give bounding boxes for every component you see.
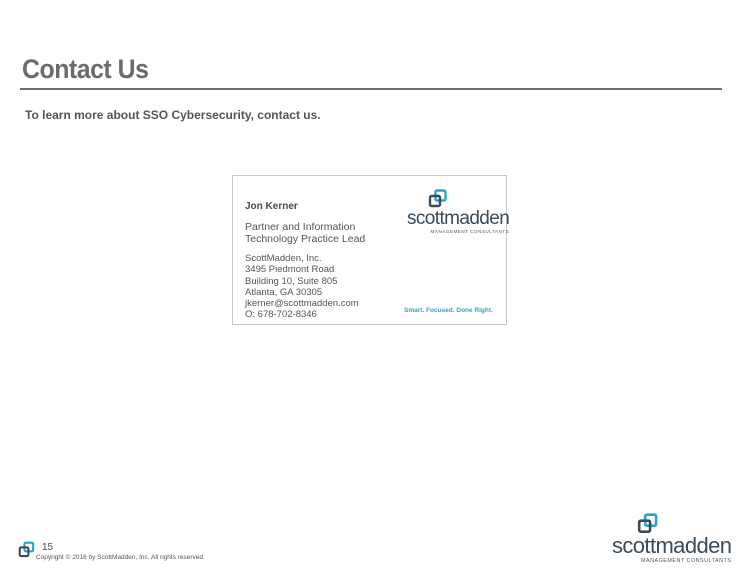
footer-logo-wordmark: scottmadden xyxy=(612,533,732,558)
contact-phone: O: 678-702-8346 xyxy=(245,309,317,321)
street-address: 3495 Piedmont Road xyxy=(245,264,335,276)
role-line-1: Partner and Information xyxy=(245,221,356,233)
contact-email[interactable]: jkerner@scottmadden.com xyxy=(245,298,359,310)
building-suite: Building 10, Suite 805 xyxy=(245,275,338,287)
business-card xyxy=(232,175,510,325)
card-tagline: Smart. Focused. Done Right. xyxy=(404,307,493,314)
title-divider xyxy=(20,88,722,90)
logo-subtitle: MANAGEMENT CONSULTANTS xyxy=(430,229,510,234)
intro-text: To learn more about SSO Cybersecurity, contact us. xyxy=(25,108,321,122)
footer-logo-subtitle: MANAGEMENT CONSULTANTS xyxy=(641,558,732,564)
role-line-2: Technology Practice Lead xyxy=(245,233,366,245)
scottmadden-logo-icon xyxy=(18,541,37,559)
copyright-text: Copyright © 2016 by ScottMadden, Inc. All rights reserved. xyxy=(36,554,205,561)
page-number: 15 xyxy=(42,542,54,553)
contact-role xyxy=(245,221,395,245)
page-title: Contact Us xyxy=(22,54,149,84)
city-state-zip: Atlanta, GA 30305 xyxy=(245,286,323,298)
card-logo xyxy=(407,189,509,234)
footer-logo xyxy=(612,513,731,564)
contact-address xyxy=(245,253,359,321)
company-name: ScottMadden, Inc. xyxy=(245,253,322,264)
logo-wordmark: scottmadden xyxy=(407,208,510,229)
scottmadden-logo-icon xyxy=(428,189,450,209)
scottmadden-logo-icon xyxy=(637,513,661,535)
contact-name: Jon Kerner xyxy=(245,201,298,212)
